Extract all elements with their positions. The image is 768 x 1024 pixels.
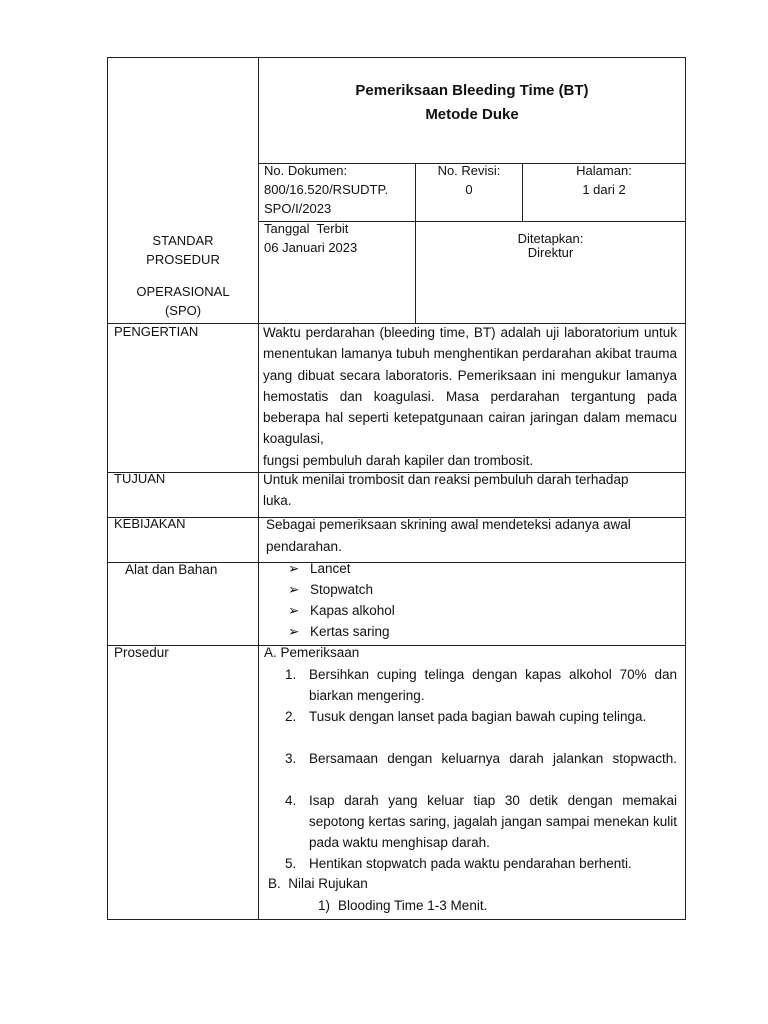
- arrow-bullet-icon: ➢: [288, 624, 300, 639]
- section-a-heading: A. Pemeriksaan: [264, 645, 360, 660]
- pengertian-text-body: Waktu perdarahan (bleeding time, BT) adalah uji laboratorium untuk menentukan lamanya tubuh menghentikan perdarahan akibat trauma yang dibuat secara laboratoris. Pemeriksaan ini mengukur lamanya hemostatis dan koagulasi. Masa perdarahan tergantung pada beberapa hal seperti ketepatgunaan cairan jaringan dalam memacu koagulasi,: [263, 325, 677, 447]
- step-number: 1.: [285, 667, 297, 682]
- no-dokumen-value-1: 800/16.520/RSUDTP.: [264, 182, 389, 197]
- document-title-line-2: Metode Duke: [425, 106, 519, 123]
- spo-label-operasional: OPERASIONAL: [136, 284, 230, 299]
- arrow-bullet-icon: ➢: [288, 561, 300, 576]
- kebijakan-label: KEBIJAKAN: [114, 516, 186, 531]
- tanggal-terbit-value: 06 Januari 2023: [264, 240, 358, 255]
- tujuan-text: [263, 469, 677, 512]
- tujuan-label: TUJUAN: [114, 471, 166, 486]
- tujuan-text-last-line: luka.: [263, 493, 292, 509]
- alat-item: [288, 622, 390, 643]
- alat-bahan-label: Alat dan Bahan: [125, 562, 218, 577]
- step-number: 5.: [285, 856, 297, 871]
- section-b-heading: B. Nilai Rujukan: [268, 876, 368, 891]
- prosedur-label: Prosedur: [114, 645, 169, 660]
- procedure-step: [285, 853, 677, 874]
- arrow-bullet-icon: ➢: [288, 582, 300, 597]
- ditetapkan-label: Ditetapkan:: [517, 231, 584, 246]
- ditetapkan-value: Direktur: [527, 245, 574, 260]
- arrow-bullet-icon: ➢: [288, 603, 300, 618]
- kebijakan-text-line-1: Sebagai pemeriksaan skrining awal mendeteksi adanya awal: [266, 517, 631, 532]
- procedure-step: [285, 664, 677, 706]
- step-text: Bersihkan cuping telinga dengan kapas alkohol 70% dan biarkan mengering.: [309, 667, 677, 703]
- step-text: Isap darah yang keluar tiap 30 detik dengan memakai sepotong kertas saring, jagalah jangan sampai menekan kulit pada waktu menghisap darah.: [309, 793, 677, 850]
- pengertian-text: [263, 322, 677, 471]
- step-number: 2.: [285, 709, 297, 724]
- no-revisi-label: No. Revisi:: [437, 163, 501, 178]
- alat-item-label: Lancet: [310, 561, 351, 576]
- alat-item: [288, 601, 395, 622]
- document-title-line-1: Pemeriksaan Bleeding Time (BT): [355, 82, 589, 99]
- step-text: Hentikan stopwatch pada waktu pendarahan berhenti.: [309, 856, 632, 871]
- alat-item-label: Kertas saring: [310, 624, 390, 639]
- pengertian-text-last-line: fungsi pembuluh darah kapiler dan trombosit.: [263, 452, 534, 468]
- alat-item-label: Stopwatch: [310, 582, 374, 597]
- no-revisi-value: 0: [465, 182, 473, 197]
- halaman-value: 1 dari 2: [582, 182, 626, 197]
- kebijakan-text: [266, 514, 680, 558]
- procedure-step: [285, 748, 677, 769]
- spo-label-abbrev: (SPO): [164, 303, 202, 318]
- alat-item-label: Kapas alkohol: [310, 603, 395, 618]
- tujuan-text-line-1: Untuk menilai trombosit dan reaksi pembuluh darah terhadap: [263, 472, 629, 487]
- step-text: Bersamaan dengan keluarnya darah jalankan stopwacth.: [309, 751, 677, 766]
- spo-label-standar: STANDAR: [152, 233, 214, 248]
- kebijakan-text-last-line: pendarahan.: [266, 539, 342, 554]
- no-dokumen-label: No. Dokumen:: [264, 163, 348, 178]
- halaman-label: Halaman:: [576, 163, 632, 178]
- alat-item: [288, 580, 373, 601]
- pengertian-label: PENGERTIAN: [114, 324, 199, 339]
- no-dokumen-value-2: SPO/I/2023: [264, 201, 332, 216]
- rujukan-text: Blooding Time 1-3 Menit.: [338, 898, 488, 913]
- rujukan-number: 1): [318, 898, 331, 913]
- step-text: Tusuk dengan lanset pada bagian bawah cuping telinga.: [309, 709, 647, 724]
- spo-label-prosedur: PROSEDUR: [146, 252, 220, 267]
- tanggal-terbit-label: Tanggal Terbit: [264, 221, 349, 236]
- alat-item: [288, 559, 351, 580]
- step-number: 4.: [285, 793, 297, 808]
- procedure-step: [285, 790, 677, 853]
- procedure-step: [285, 706, 677, 727]
- step-number: 3.: [285, 751, 297, 766]
